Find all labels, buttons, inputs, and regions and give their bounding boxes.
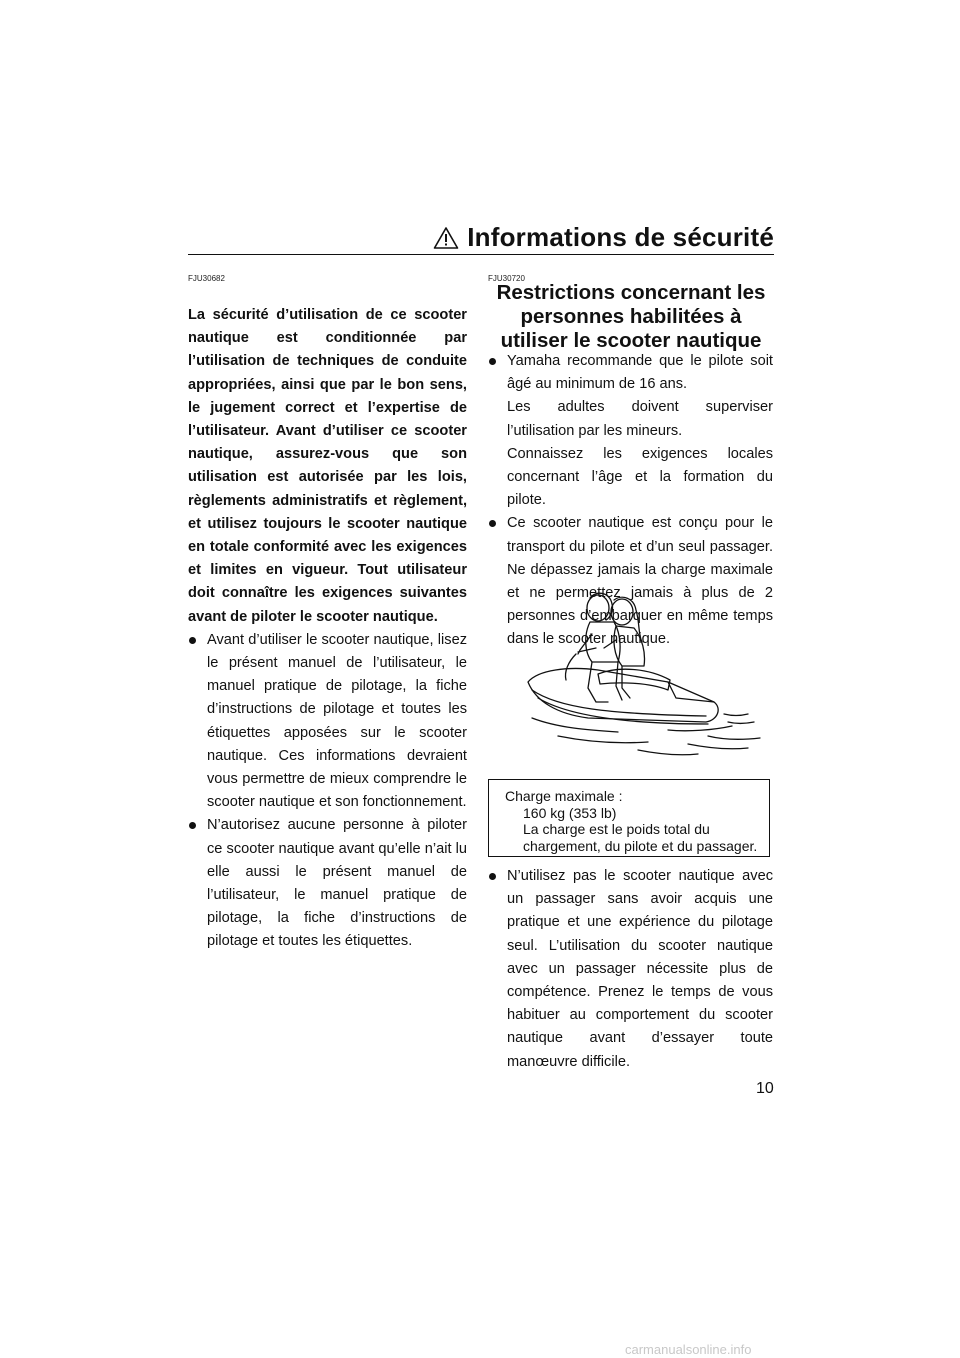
section-code-left: FJU30682	[188, 274, 225, 283]
bullet-paragraph: Connaissez les exigences locales concernant l’âge et la formation du pilote.	[507, 445, 773, 509]
intro-paragraph: La sécurité d’utilisation de ce scooter nautique est conditionnée par l’utilisation de techniques de conduite appropriées, ainsi que par le bon sens, le jugement correct et l’expertise de l’utilisateur. Avant d’utiliser ce scooter nautique, assurez-vous que son utilisation est autorisée par les lois, règlements administratifs et règlement, et utilisez toujours le scooter nautique en totale conformité avec les exigences et limites en vigueur. Tout utilisateur doit connaître les exigences suivantes avant de piloter le scooter nautique.	[188, 307, 467, 625]
spec-value: 160 kg (353 lb)	[523, 804, 617, 821]
bullet-paragraph: Yamaha recommande que le pilote soit âgé au minimum de 16 ans.	[507, 353, 773, 393]
warning-triangle-icon	[433, 226, 459, 250]
list-item: Ce scooter nautique est conçu pour le transport du pilote et d’un seul passager. Ne dépassez jamais la charge maximale et ne permettez jamais à plus de 2 personnes d’embarquer en même temps dans le scooter nautique.	[488, 512, 773, 651]
right-column-bottom	[488, 865, 773, 1074]
spec-label: Charge maximale :	[505, 788, 623, 804]
page-title: Informations de sécurité	[467, 222, 774, 252]
left-column	[188, 304, 467, 954]
section-code-right: FJU30720	[488, 274, 525, 283]
list-item: N’autorisez aucune personne à piloter ce scooter nautique avant qu’elle n’ait lu elle aussi le présent manuel de l’utilisateur, le manuel pratique de pilotage, la fiche d’instructions de pilotage et toutes les étiquettes.	[188, 814, 467, 953]
footer-watermark: carmanualsonline.info	[625, 1342, 752, 1357]
page-header	[188, 222, 774, 255]
list-item: Avant d’utiliser le scooter nautique, lisez le présent manuel de l’utilisateur, le manuel pratique de pilotage, la fiche d’instructions de pilotage et toutes les étiquettes apposées sur le scooter nautique. Ces informations devraient vous permettre de mieux comprendre le scooter nautique et son fonctionnement.	[188, 629, 467, 815]
list-item: N’utilisez pas le scooter nautique avec un passager sans avoir acquis une pratique et une expérience du pilotage seul. L’utilisation du scooter nautique avec un passager nécessite plus de compétence. Prenez le temps de vous habituer au comportement du scooter nautique avant d’essayer toute manœuvre difficile.	[488, 865, 773, 1074]
right-bullet-list-2	[488, 865, 773, 1074]
spec-note: La charge est le poids total du chargement, du pilote et du passager.	[523, 821, 758, 854]
jet-ski-illustration	[518, 590, 764, 768]
page-number: 10	[756, 1080, 774, 1097]
list-item	[488, 350, 773, 512]
left-bullet-list	[188, 629, 467, 954]
spec-box	[488, 779, 770, 857]
bullet-paragraph: Les adultes doivent superviser l’utilisation par les mineurs.	[507, 399, 773, 439]
section-title: Restrictions concernant les personnes habilitées à utiliser le scooter nautique	[496, 281, 766, 352]
